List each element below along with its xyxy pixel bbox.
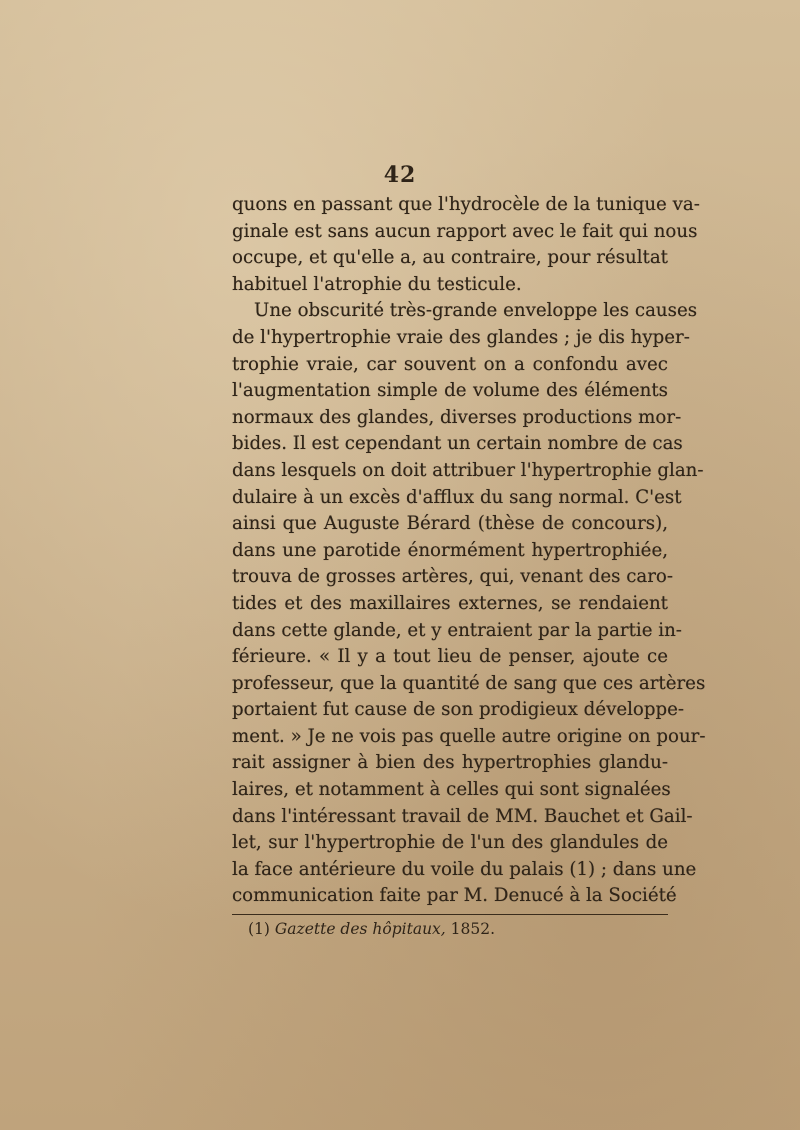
text-line: férieure. « Il y a tout lieu de penser, ajoute ce [232, 646, 668, 668]
text-line: trophie vraie, car souvent on a confondu avec [232, 353, 668, 375]
text-line: de l'hypertrophie vraie des glandes ; je dis hyper- [232, 326, 690, 348]
text-line: habituel l'atrophie du testicule. [232, 273, 522, 295]
text-line: rait assigner à bien des hypertrophies glandu- [232, 752, 668, 774]
footnote-separator [232, 914, 668, 915]
text-line: laires, et notamment à celles qui sont signalées [232, 779, 671, 801]
text-line: dans cette glande, et y entraient par la partie in- [232, 619, 682, 641]
footnote-marker: (1) [248, 920, 270, 938]
footnote-title: Gazette des hôpitaux, [274, 920, 446, 938]
footnote [248, 920, 495, 938]
text-line: quons en passant que l'hydrocèle de la tunique va- [232, 194, 700, 215]
text-line: ainsi que Auguste Bérard (thèse de concours), [232, 513, 668, 535]
text-line: la face antérieure du voile du palais (1) ; dans une [232, 858, 697, 880]
text-line: bides. Il est cependant un certain nombre de cas [232, 433, 683, 455]
text-line: l'augmentation simple de volume des éléments [232, 380, 668, 402]
body-text [232, 192, 706, 910]
text-line: ginale est sans aucun rapport avec le fait qui nous [232, 220, 698, 242]
footnote-year: 1852. [450, 920, 496, 938]
text-line: let, sur l'hypertrophie de l'un des glandules de [232, 832, 668, 854]
text-line: professeur, que la quantité de sang que ces artères [232, 672, 706, 694]
text-line: ment. » Je ne vois pas quelle autre origine on pour- [232, 725, 706, 747]
text-line: dans lesquels on doit attribuer l'hypertrophie glan- [232, 459, 704, 481]
page-number: 42 [383, 162, 417, 188]
text-line: dans l'intéressant travail de MM. Bauchet et Gail- [232, 805, 693, 827]
text-line: tides et des maxillaires externes, se rendaient [232, 592, 668, 614]
text-line: dans une parotide énormément hypertrophiée, [232, 539, 668, 561]
text-line: portaient fut cause de son prodigieux développe- [232, 699, 685, 721]
text-line: dulaire à un excès d'afflux du sang normal. C'est [232, 486, 682, 508]
text-line: occupe, et qu'elle a, au contraire, pour résultat [232, 247, 668, 269]
text-line: normaux des glandes, diverses productions mor- [232, 406, 682, 428]
text-line: Une obscurité très-grande enveloppe les causes [254, 300, 698, 322]
text-line: trouva de grosses artères, qui, venant des caro- [232, 566, 674, 588]
text-line: communication faite par M. Denucé à la Société [232, 885, 677, 907]
